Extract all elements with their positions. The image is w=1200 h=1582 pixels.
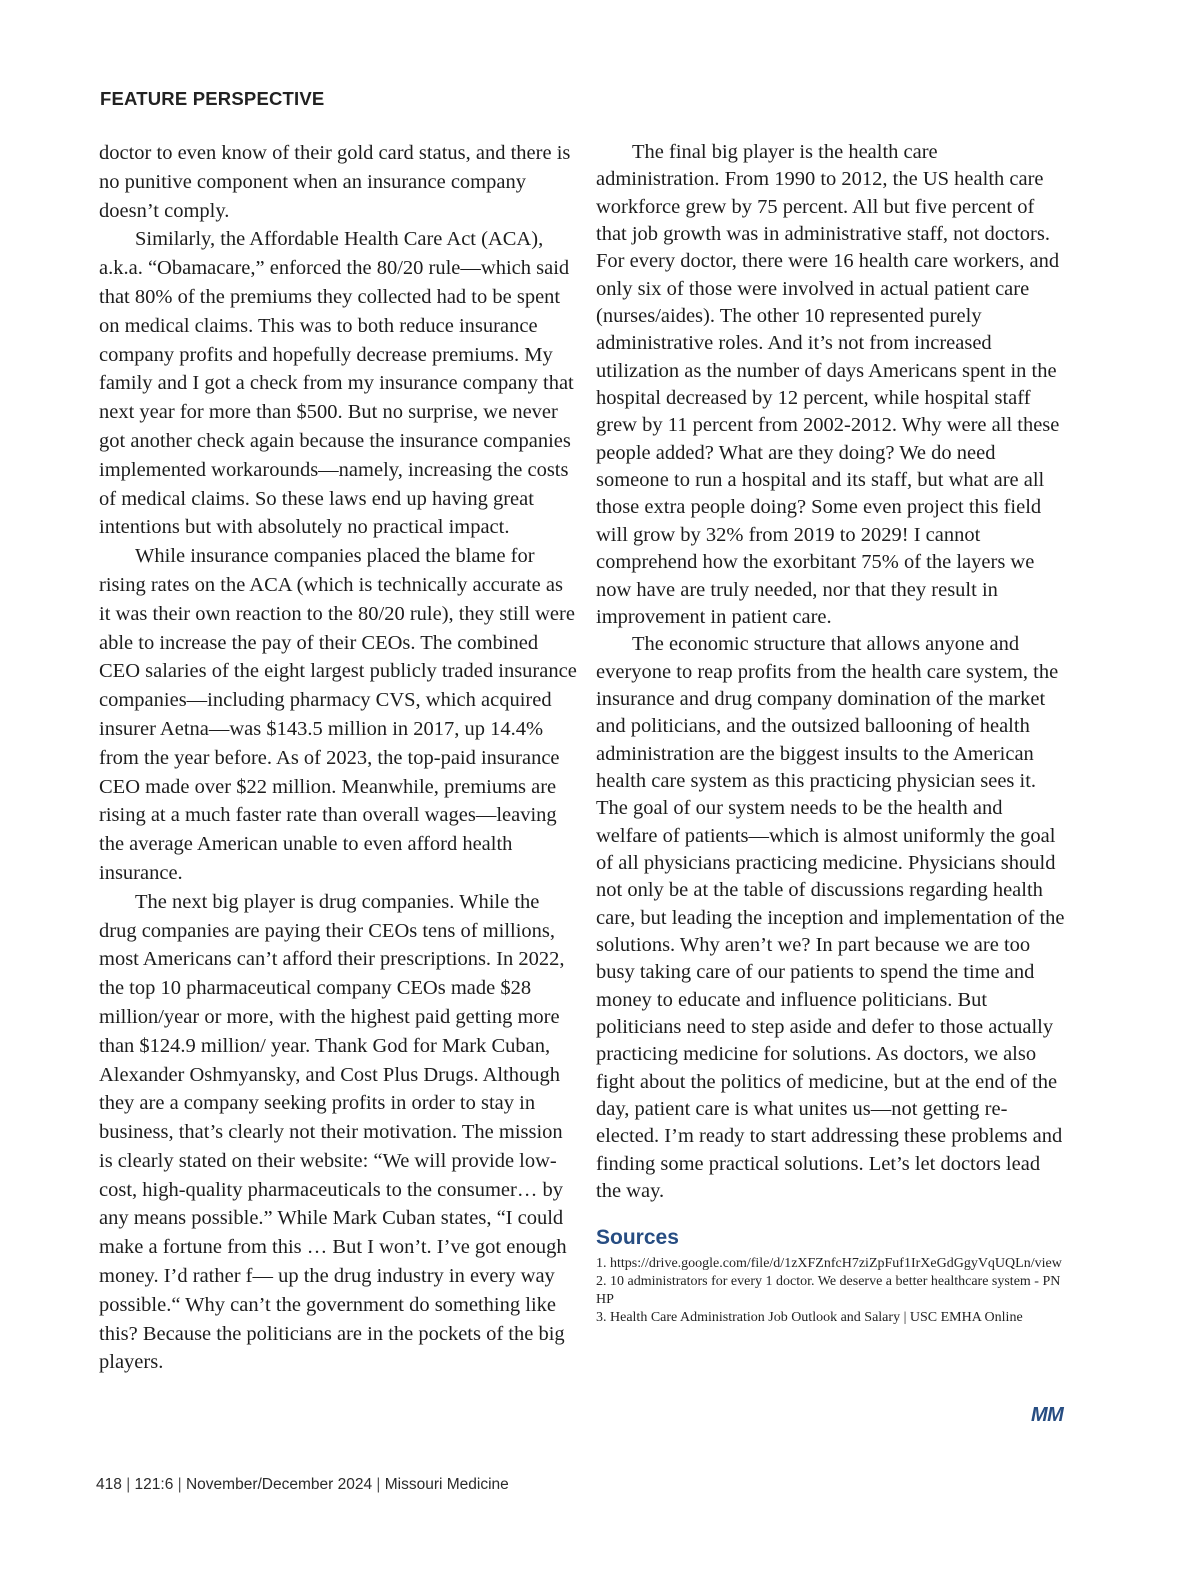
sources-heading: Sources bbox=[596, 1226, 679, 1250]
paragraph: The next big player is drug companies. While the drug companies are paying their CEOs tens of millions, most Americans can’t afford their prescriptions. In 2022, the top 10 pharmaceutical company CEOs made $28 million/year or more, with the highest paid getting more than $124.9 million/ year. Thank God for Mark Cuban, Alexander Oshmyansky, and Cost Plus Drugs. Although they are a company seeking profits in order to stay in business, that’s clearly not their motivation. The mission is clearly stated on their website: “We will provide low-cost, high-quality pharmaceuticals to the consumer… by any means possible.” While Mark Cuban states, “I could make a fortune from this … But I won’t. I’ve got enough money. I’d rather f— up the drug industry in every way possible.“ Why can’t the government do something like this? Because the politicians are in the pockets of the big players. bbox=[99, 890, 567, 1374]
footer-separator: | bbox=[177, 1476, 186, 1493]
source-item: 3. Health Care Administration Job Outlook and Salary | USC EMHA Online bbox=[596, 1310, 1023, 1326]
section-label: FEATURE PERSPECTIVE bbox=[100, 88, 325, 109]
page-number: 418 bbox=[96, 1476, 122, 1493]
source-item: 2. 10 administrators for every 1 doctor. We deserve a better healthcare system - PNHP bbox=[596, 1274, 1061, 1308]
left-column bbox=[99, 139, 577, 1377]
page-footer bbox=[96, 1476, 509, 1494]
issue-date: November/December 2024 bbox=[185, 1476, 373, 1493]
sources-section bbox=[596, 1225, 1066, 1327]
right-column bbox=[596, 139, 1066, 1327]
paragraph: While insurance companies placed the blame for rising rates on the ACA (which is technically accurate as it was their own reaction to the 80/20 rule), they still were able to increase the pay of their CEOs. The combined CEO salaries of the eight largest publicly traded insurance companies—including pharmacy CVS, which acquired insurer Aetna—was $143.5 million in 2017, up 14.4% from the year before. As of 2023, the top-paid insurance CEO made over $22 million. Meanwhile, premiums are rising at a much faster rate than overall wages—leaving the average American unable to even afford health insurance. bbox=[99, 545, 577, 884]
paragraph: The economic structure that allows anyone and everyone to reap profits from the health care system, the insurance and drug company domination of the market and politicians, and the outsized ballooning of health administration are the biggest insults to the American health care system as this practicing physician sees it. The goal of our system needs to be the health and welfare of patients—which is almost uniformly the goal of all physicians practicing medicine. Physicians should not only be at the table of discussions regarding health care, but leading the inception and implementation of the solutions. Why aren’t we? In part because we are too busy taking care of our patients to spend the time and money to educate and influence politicians. But politicians need to step aside and defer to those actually practicing medicine for solutions. As doctors, we also fight about the politics of medicine, but at the end of the day, patient care is what unites us—not getting re-elected. I’m ready to start addressing these problems and finding some practical solutions. Let’s let doctors lead the way. bbox=[596, 633, 1065, 1203]
paragraph: doctor to even know of their gold card status, and there is no punitive component when an insurance company doesn’t comply. bbox=[99, 142, 571, 222]
footer-separator: | bbox=[376, 1476, 385, 1493]
end-mark-logo: MM bbox=[1031, 1404, 1064, 1426]
source-link[interactable]: 1. https://drive.google.com/file/d/1zXFZnfcH7ziZpFuf1IrXeGdGgyVqUQLn/view bbox=[596, 1256, 1062, 1272]
footer-separator: | bbox=[126, 1476, 135, 1493]
paragraph: Similarly, the Affordable Health Care Act (ACA), a.k.a. “Obamacare,” enforced the 80/20 rule—which said that 80% of the premiums they collected had to be spent on medical claims. This was to both reduce insurance company profits and hopefully decrease premiums. My family and I got a check from my insurance company that next year for more than $500. But no surprise, we never got another check again because the insurance companies implemented workarounds—namely, increasing the costs of medical claims. So these laws end up having great intentions but with absolutely no practical impact. bbox=[99, 228, 574, 539]
paragraph: The final big player is the health care administration. From 1990 to 2012, the US health care workforce grew by 75 percent. All but five percent of that job growth was in administrative staff, not doctors. For every doctor, there were 16 health care workers, and only six of those were involved in actual patient care (nurses/aides). The other 10 represented purely administrative roles. And it’s not from increased utilization as the number of days Americans spent in the hospital decreased by 12 percent, while hospital staff grew by 11 percent from 2002-2012. Why were all these people added? What are they doing? We do need someone to run a hospital and its staff, but what are all those extra people doing? Some even project this field will grow by 32% from 2019 to 2029! I cannot comprehend how the exorbitant 75% of the layers we now have are truly needed, nor that they result in improvement in patient care. bbox=[596, 141, 1060, 628]
issue-number: 121:6 bbox=[134, 1476, 174, 1493]
journal-name: Missouri Medicine bbox=[384, 1476, 509, 1493]
